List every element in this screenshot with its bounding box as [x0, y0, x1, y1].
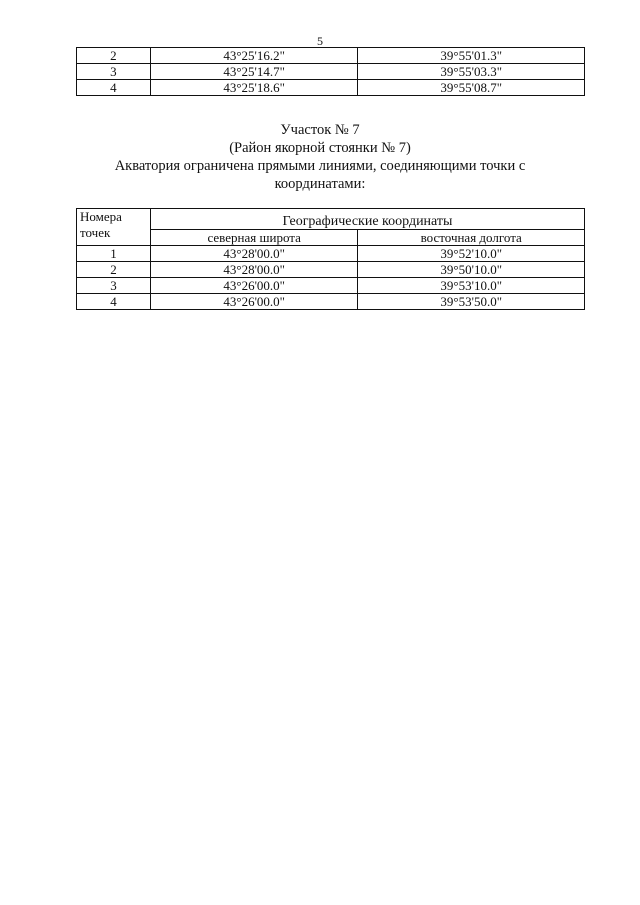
longitude-cell: 39°53'50.0" — [358, 294, 585, 310]
table-row — [77, 246, 585, 262]
table-row — [77, 294, 585, 310]
point-number-cell: 1 — [77, 246, 151, 262]
header-latitude: северная широта — [150, 230, 358, 246]
longitude-cell: 39°55'01.3" — [358, 48, 585, 64]
latitude-cell: 43°25'18.6" — [150, 80, 358, 96]
section-subtitle: (Район якорной стоянки № 7) — [229, 140, 411, 156]
latitude-cell: 43°26'00.0" — [150, 294, 358, 310]
coordinates-table — [76, 208, 585, 310]
point-number-cell: 4 — [77, 80, 151, 96]
header-longitude: восточная долгота — [358, 230, 585, 246]
table-header-row — [77, 209, 585, 230]
latitude-cell: 43°28'00.0" — [150, 246, 358, 262]
section-description: Акватория ограничена прямыми линиями, соединяющими точки с координатами: — [114, 158, 526, 192]
latitude-cell: 43°28'00.0" — [150, 262, 358, 278]
header-point-numbers-line1: Номера — [80, 209, 122, 224]
point-number-cell: 4 — [77, 294, 151, 310]
table-row — [77, 80, 585, 96]
longitude-cell: 39°55'03.3" — [358, 64, 585, 80]
header-point-numbers — [77, 209, 151, 246]
point-number-cell: 3 — [77, 278, 151, 294]
longitude-cell: 39°52'10.0" — [358, 246, 585, 262]
page-number: 5 — [317, 34, 323, 48]
longitude-cell: 39°55'08.7" — [358, 80, 585, 96]
header-geographic-coordinates: Географические координаты — [150, 209, 584, 230]
latitude-cell: 43°26'00.0" — [150, 278, 358, 294]
table-row — [77, 48, 585, 64]
table-subheader-row — [77, 230, 585, 246]
point-number-cell: 3 — [77, 64, 151, 80]
section-title: Участок № 7 — [280, 122, 360, 138]
header-point-numbers-line2: точек — [80, 225, 111, 240]
longitude-cell: 39°53'10.0" — [358, 278, 585, 294]
point-number-cell: 2 — [77, 262, 151, 278]
longitude-cell: 39°50'10.0" — [358, 262, 585, 278]
table-row — [77, 64, 585, 80]
table-row — [77, 278, 585, 294]
section-heading — [0, 121, 640, 193]
latitude-cell: 43°25'14.7" — [150, 64, 358, 80]
point-number-cell: 2 — [77, 48, 151, 64]
coordinates-table-continued — [76, 47, 585, 96]
latitude-cell: 43°25'16.2" — [150, 48, 358, 64]
table-row — [77, 262, 585, 278]
